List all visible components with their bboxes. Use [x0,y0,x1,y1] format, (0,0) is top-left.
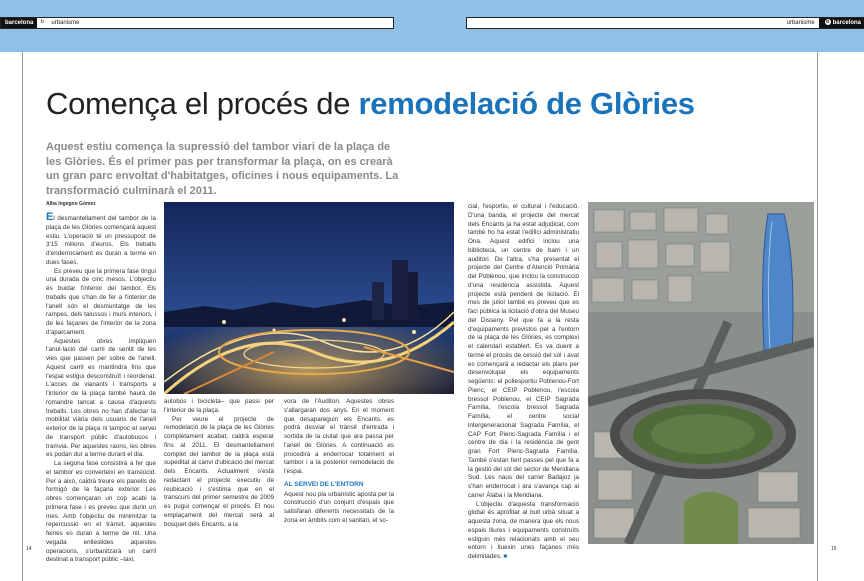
paragraph: Aquest nou pla urbanístic aposta per la construcció d'un conjunt d'espais que satisfaran diferents necessitats de la zona en àmbits com el sanitari, el so- [284,490,394,524]
left-margin-rule [22,52,23,581]
circle-b-icon: b [40,19,44,26]
right-header-tag-text: barcelona [832,20,861,26]
paragraph: Es preveu que la primera fase tingui una durada de cinc mesos. L'objectiu és buidar l'interior del tambor. Els treballs que s'han de fer a l'interior de l'anell són el desmuntatge de les rampes, dels talussos i murs interiors, i de les façanes de l'interior de la zona d'aparcament. [46,267,156,336]
paragraph: La segona fase consistirà a fer que el tambor es converteixi en translúcid. Per a això, caldrà treure els panells de formigó de la façana exterior. Les obres començaran un cop acabi la primera fase i es preveu que durin un mes. Amb l'objectiu de minimitzar la repercussió en el trànsit, aquestes feines es duran a terme de nit. Una vegada enllestides aquestes operacions, s'urbanitzarà un carril destinat a transport públic –taxi, [46,460,156,564]
text-column-4 [468,203,579,562]
right-margin-rule [817,52,818,581]
text-column-1 [46,213,156,565]
title-plain: Comença el procés de [46,86,359,121]
night-interchange-photo [164,202,454,394]
paragraph: autobús i bicicleta– que passi per l'interior de la plaça. [164,398,274,414]
paragraph [468,501,579,562]
left-page-number: 14 [26,546,32,552]
circle-b-icon: b [826,19,830,26]
right-running-header [466,17,864,29]
end-mark-icon: ■ [503,553,508,560]
title-highlight: remodelació de Glòries [358,86,695,121]
paragraph: vora de l'Auditori. Aquestes obres s'allargaran dos anys. En el moment que desapareguin els Encants, es podrà desviar el trànsit d'entrada i sortida de la ciutat que ara passa per l'anell de Glòries. A continuació es procedirà a enderrocar totalment el tambor i a la posterior remodelació de l'espai. [284,398,394,475]
article-title [46,86,695,122]
aerial-glories-photo [588,202,814,544]
paragraph: cial, l'esportiu, el cultural i l'educació. D'una banda, el projecte del mercat dels Encants ja ha estat adjudicat, com també ho ha estat l'edifici administratiu Ona. Aquest edifici inclou una biblioteca, un centre de barri i un auditori. De l'altra, s'ha presentat el projecte del Centre d'Atenció Primària del Poblenou, que inclou la construcció d'una residència assistida. Aquest projecte està pendent de licitació. El mes de juliol també es preveu que es faci pública la licitació d'obra del Museu del Disseny. Pel que fa a la resta d'equipaments previstos per a l'entorn de la plaça de les Glòries, es complexi el calendari establert. Es va duent a terme el procés de cessió del sòl i avat es començarà a redactar els plans per desenvolupar els equipaments següents: el poliesportiu Poblenou-Fort Pienc, el CEIP Poblenou, l'escola bressol Poblenou, el CEIP Sagrada Família, l'escola bressol Sagrada Família, el centre social intergeneracional Sagrada Família, el CAP Fort Pienc-Sagrada Família i el centre de dia i la residència de gent gran Fort Pienc-Sagrada Família. També s'estan fent passes pel que fa a la gestió del sòl del sector de Meridiana Sud. Les naus del carrer Badajoz ja s'han enderrocat i ara s'avança cap al carrer Àlaba i la Meridiana. [468,203,579,499]
drop-cap: E [46,211,54,223]
paragraph [46,213,156,268]
left-running-header [0,17,394,29]
paragraph: Aquestes obres impliquen l'anul·lació del carril de sentit de les vies que passen per sobre de l'anell. Aquest carril es mantindrà fins que l'espai estigui desconstruït i reordenat. L'accés de vianants i transports a l'interior de la plaça també haurà de romandre tancat a causa d'aquests treballs. Les obres no han d'afectar la mobilitat viària dels usuaris de l'anell exterior de la plaça ni tampoc el servei de transport públic d'autobusos i tramvia. Per aquestes raons, les obres es podan dur a terme durant el dia. [46,337,156,459]
left-header-section: urbanisme [51,20,80,26]
text-column-3 [284,398,394,526]
paragraph-text: l desmantellament del tambor de la plaça de les Glòries començarà aquest estiu. L'operació té un pressupost de 3'15 milions d'euros. Els treballs d'enderrocament es duran a terme en dues fases. [46,215,156,266]
text-column-2 [164,398,274,529]
paragraph: Per veure el projecte de remodelació de la plaça de les Glòries completament acabat, caldrà esperar fins al 2011. El desmantellament complet del tambor de la plaça està supeditat al canvi d'ubicació del mercat dels Encants. Actualment s'està redactant el projecte executiu de reubicació i s'estima que en el transcurs del primer semestre de 2009 es pugui començar el procés. El nou emplaçament del mercat serà al bosquet dels Encants, a la [164,415,274,528]
left-header-tag: barcelona [1,18,37,28]
section-subhead: AL SERVEI DE L'ENTORN [284,480,364,488]
right-page-number: 15 [831,546,837,552]
paragraph-text: L'objectiu d'aquesta transformació global és aprofitar al bull urbà situat a aquesta zona, de manera que els nous espais lliures i equipaments construïts estiguin més relacionats amb el seu entorn i lluexin unes façanes més delimitades. [468,500,579,560]
right-header-section: urbanisme [786,20,815,26]
article-lead: Aquest estiu comença la supressió del tambor viari de la plaça de les Glòries. És el primer pas per transformar la plaça, on es crearà un gran parc envoltat d'habitatges, oficines i nous equipaments. La transformació culminarà el 2011. [46,141,399,197]
article-byline: Alba Ingegno Gómez [46,201,96,207]
right-header-tag [819,18,864,28]
